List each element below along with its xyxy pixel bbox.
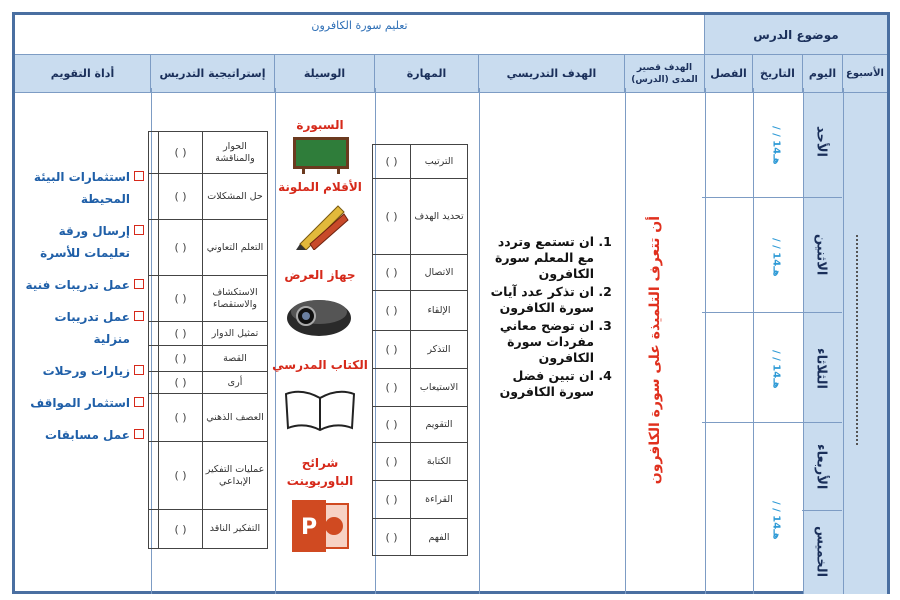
divider <box>479 88 480 594</box>
skill-row <box>373 443 467 481</box>
strategy-label: القصة <box>223 352 247 364</box>
skill-check[interactable]: ( ) <box>373 331 411 368</box>
skill-row <box>373 291 467 331</box>
skill-label: القراءة <box>425 494 453 505</box>
skill-label: الكتابة <box>426 456 452 467</box>
skills-table <box>372 144 468 556</box>
colored-pencils-icon <box>294 200 350 250</box>
projector-icon <box>284 290 354 340</box>
row-divider <box>702 422 842 423</box>
strategy-check[interactable]: ( ) <box>159 174 203 219</box>
date-monday: / / 14هـ <box>770 238 782 277</box>
short-term-goal: أن تتعرف التلميذة على سورة الكافرون <box>647 215 663 485</box>
evaluation-item[interactable]: زيارات ورحلات <box>18 360 144 382</box>
open-book-icon <box>282 384 358 434</box>
skill-row <box>373 145 467 179</box>
skill-label: الاتصال <box>424 267 454 278</box>
strategy-row <box>149 510 267 548</box>
divider <box>275 88 276 594</box>
objectives-list <box>482 234 614 402</box>
strategy-label: عمليات التفكير الإبداعي <box>205 463 265 487</box>
evaluation-list <box>18 166 144 456</box>
skill-row <box>373 255 467 291</box>
strategy-check[interactable]: ( ) <box>159 346 203 371</box>
topic-label-cell <box>705 15 887 55</box>
skill-label: التقويم <box>425 419 453 430</box>
skill-label: الفهم <box>428 531 450 543</box>
skill-check[interactable]: ( ) <box>373 255 411 290</box>
strategy-row <box>149 174 267 220</box>
skill-row <box>373 369 467 407</box>
powerpoint-icon <box>290 498 350 554</box>
strategy-label: الحوار والمناقشة <box>215 140 255 164</box>
checkbox-icon[interactable] <box>134 171 144 181</box>
strategy-row <box>149 220 267 276</box>
week-column-bg <box>844 93 887 594</box>
skill-check[interactable]: ( ) <box>373 291 411 330</box>
strategy-label: أرى <box>227 376 243 388</box>
svg-text:P: P <box>300 515 318 540</box>
strategy-label: التفكير الناقد <box>209 523 261 534</box>
skill-label: الإلقاء <box>427 305 451 316</box>
divider <box>705 88 706 594</box>
skill-label: الترتيب <box>424 156 454 167</box>
row-divider <box>702 312 842 313</box>
strategy-row <box>149 322 267 346</box>
skill-row <box>373 407 467 443</box>
strategy-label: الاستكشاف والاستقصاء <box>212 286 258 310</box>
tool-label-pens: الأقلام الملونة <box>278 180 362 194</box>
chalkboard-icon <box>292 136 350 174</box>
row-divider <box>802 510 842 511</box>
strategy-check[interactable]: ( ) <box>159 510 203 548</box>
skill-row <box>373 331 467 369</box>
date-tuesday: / / 14هـ <box>770 350 782 389</box>
skill-row <box>373 179 467 255</box>
col-header-class: الفصل <box>705 55 753 93</box>
col-header-teaching-goal: الهدف التدريسي <box>479 55 625 93</box>
strategy-label: حل المشكلات <box>207 190 263 202</box>
col-header-week: الأسبوع <box>843 55 887 93</box>
objective-item: 4. ان تبين فضل سورة الكافرون <box>482 368 594 400</box>
objective-item: 1. ان تستمع وتردد مع المعلم سورة الكافرون <box>482 234 594 282</box>
day-wednesday: الأربعاء <box>813 444 829 490</box>
evaluation-item[interactable]: عمل مسابقات <box>18 424 144 446</box>
topic-value: تعليم سورة الكافرون <box>311 19 408 32</box>
col-header-date: التاريخ <box>753 55 803 93</box>
skill-check[interactable]: ( ) <box>373 407 411 442</box>
skill-check[interactable]: ( ) <box>373 369 411 406</box>
strategy-label: العصف الذهني <box>206 411 264 423</box>
evaluation-item[interactable]: استثمار المواقف <box>18 392 144 414</box>
checkbox-icon[interactable] <box>134 279 144 289</box>
skill-check[interactable]: ( ) <box>373 145 411 178</box>
strategy-row <box>149 346 267 372</box>
col-header-short-term-goal: الهدف قصير المدى (الدرس) <box>625 55 705 93</box>
strategy-check[interactable]: ( ) <box>159 442 203 509</box>
day-thursday: الخميس <box>813 526 829 578</box>
skill-label: الاستيعاب <box>419 382 459 393</box>
strategy-check[interactable]: ( ) <box>159 132 203 173</box>
tool-label-board: السبورة <box>296 118 344 132</box>
tool-label-textbook: الكتاب المدرسي <box>272 358 368 372</box>
row-divider <box>702 197 842 198</box>
checkbox-icon[interactable] <box>134 429 144 439</box>
skill-label: تحديد الهدف <box>414 211 464 222</box>
day-tuesday: الثلاثاء <box>813 347 829 389</box>
strategy-check[interactable]: ( ) <box>159 276 203 321</box>
strategy-row <box>149 394 267 442</box>
skill-check[interactable]: ( ) <box>373 519 411 555</box>
skill-check[interactable]: ( ) <box>373 481 411 518</box>
strategy-check[interactable]: ( ) <box>159 220 203 275</box>
skill-check[interactable]: ( ) <box>373 443 411 480</box>
evaluation-item[interactable]: إرسال ورقة تعليمات للأسرة <box>18 220 144 264</box>
objective-item: 3. ان توضح معاني مفردات سورة الكافرون <box>482 318 594 366</box>
col-header-strategy: إستراتيجية التدريس <box>151 55 275 93</box>
day-monday: الاثنين <box>813 234 829 276</box>
skill-label: التذكر <box>427 344 451 355</box>
strategy-row <box>149 132 267 174</box>
evaluation-item[interactable]: عمل تدريبات منزلية <box>18 306 144 350</box>
col-header-skill: المهارة <box>375 55 479 93</box>
strategy-label: تمثيل الدوار <box>211 327 259 339</box>
col-header-day: اليوم <box>803 55 843 93</box>
strategy-check[interactable]: ( ) <box>159 394 203 441</box>
col-header-tool: الوسيلة <box>275 55 375 93</box>
strategy-check[interactable]: ( ) <box>159 372 203 393</box>
strategy-check[interactable]: ( ) <box>159 322 203 345</box>
col-header-evaluation: أداة التقويم <box>15 55 151 93</box>
strategies-table <box>148 131 268 549</box>
evaluation-item[interactable]: عمل تدريبات فنية <box>18 274 144 296</box>
checkbox-icon[interactable] <box>134 225 144 235</box>
topic-label: موضوع الدرس <box>753 27 839 42</box>
topic-value-cell <box>15 15 705 55</box>
strategy-row <box>149 442 267 510</box>
skill-row <box>373 519 467 555</box>
skill-row <box>373 481 467 519</box>
strategy-row <box>149 372 267 394</box>
checkbox-icon[interactable] <box>134 397 144 407</box>
date-wednesday: / / 14هـ <box>770 500 782 540</box>
evaluation-item[interactable]: استثمارات البيئة المحيطة <box>18 166 144 210</box>
checkbox-icon[interactable] <box>134 311 144 321</box>
checkbox-icon[interactable] <box>134 365 144 375</box>
week-placeholder-line <box>856 235 858 445</box>
tool-label-projector: جهاز العرض <box>284 268 356 282</box>
objective-item: 2. ان تذكر عدد آيات سورة الكافرون <box>482 284 594 316</box>
day-sunday: الأحد <box>813 126 829 158</box>
skill-check[interactable]: ( ) <box>373 179 411 254</box>
strategy-row <box>149 276 267 322</box>
date-sunday: / / 14هـ <box>770 125 782 165</box>
tool-label-slides: شرائح الباوربوينت <box>286 456 354 488</box>
strategy-label: التعلم التعاوني <box>206 241 264 253</box>
